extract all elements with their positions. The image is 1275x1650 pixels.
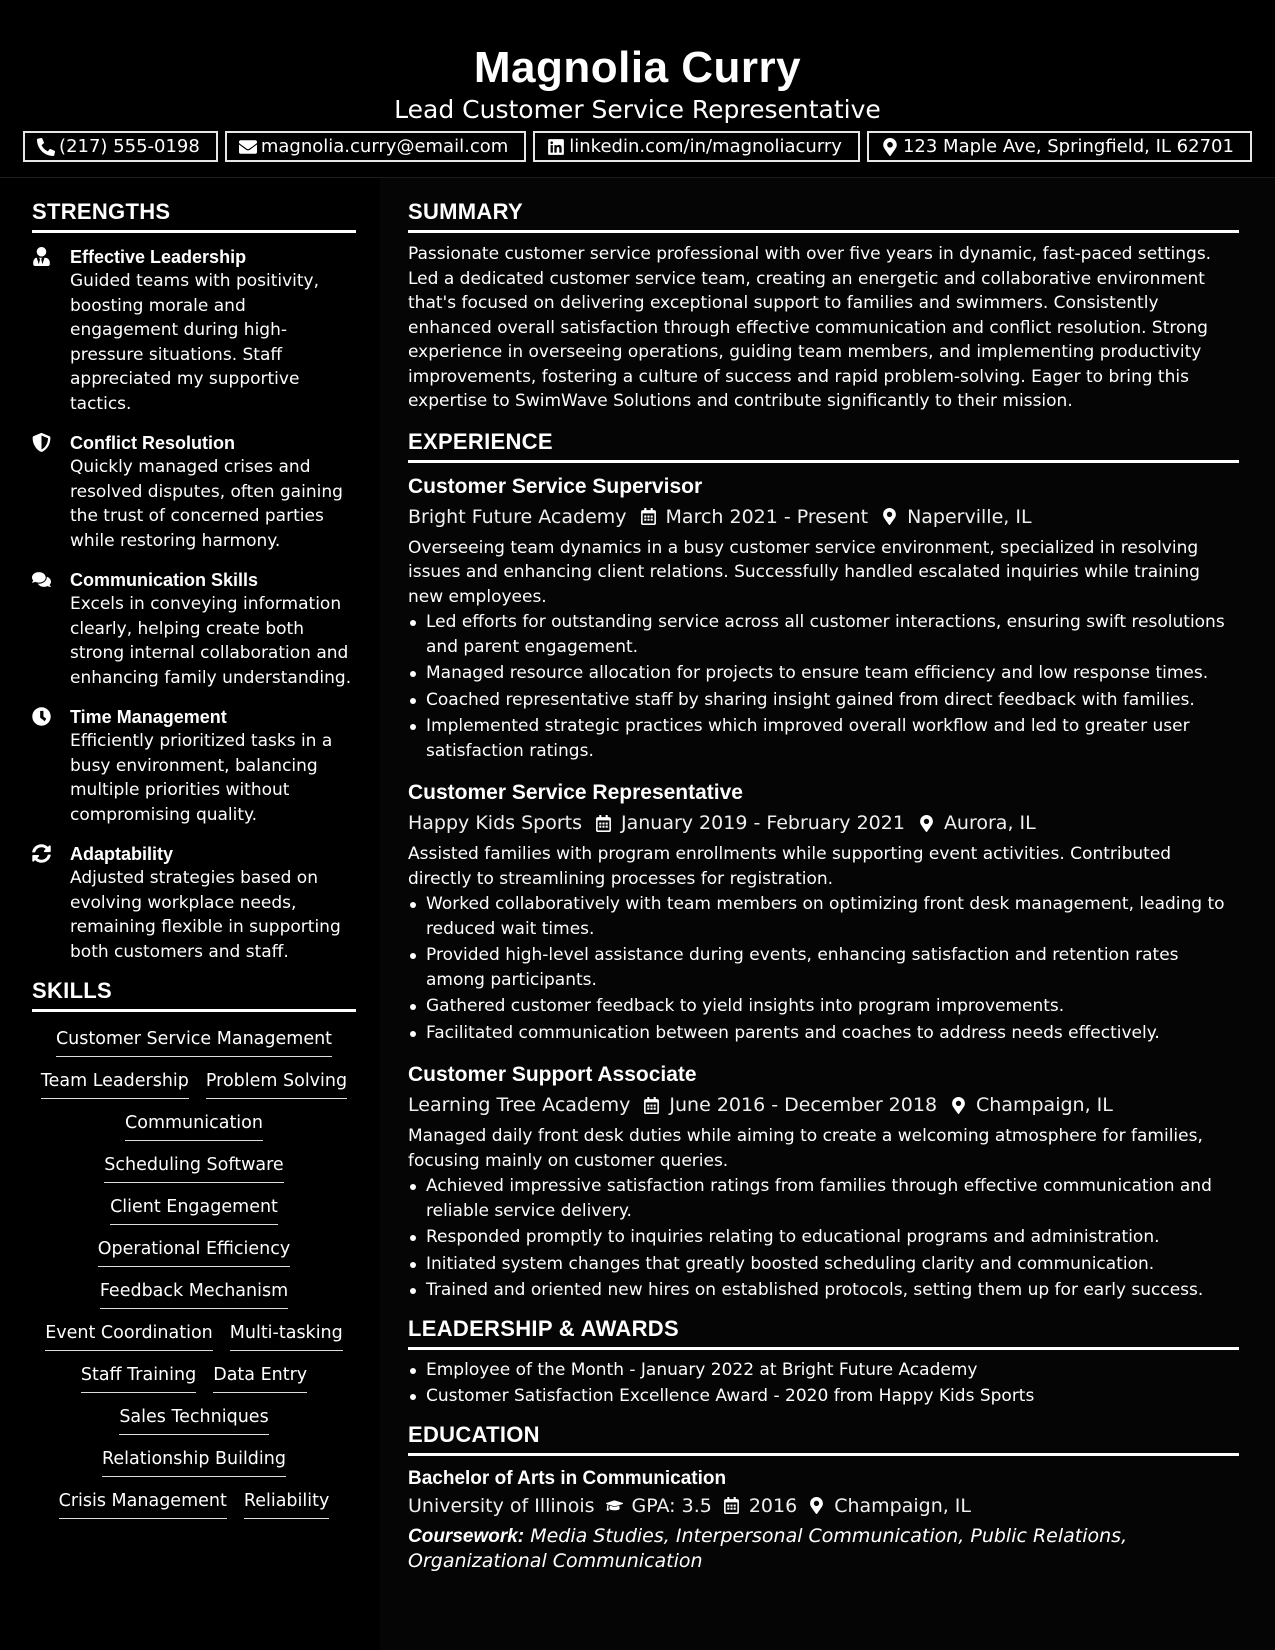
shield-icon — [32, 433, 51, 452]
strength-title: Time Management — [70, 707, 227, 727]
job-location: Aurora, IL — [943, 812, 1036, 834]
bullet-item: Gathered customer feedback to yield insights into program improvements. — [408, 994, 1239, 1019]
calendar-icon — [595, 815, 612, 832]
strength-item — [32, 431, 356, 553]
map-pin-icon — [881, 138, 899, 156]
skills-list — [32, 1028, 356, 1519]
coursework-list: Media Studies, Interpersonal Communication, Public Relations, Organizational Communication — [408, 1524, 1128, 1572]
job-meta — [408, 502, 1239, 532]
summary-section — [408, 200, 1239, 414]
skill-tag: Team Leadership — [41, 1070, 189, 1099]
job-location: Naperville, IL — [907, 505, 1032, 528]
bullet-item: Responded promptly to inquiries relating to educational programs and administration. — [408, 1225, 1239, 1250]
awards-list — [408, 1358, 1239, 1409]
job-title: Customer Service Representative — [408, 781, 743, 804]
job-entry — [408, 779, 1239, 1045]
award-item: Employee of the Month - January 2022 at Bright Future Academy — [408, 1358, 1239, 1383]
coursework — [408, 1524, 1239, 1574]
job-meta — [408, 808, 1239, 838]
bullet-item: Provided high-level assistance during events, enhancing satisfaction and retention rates among participants. — [408, 943, 1239, 992]
map-pin-icon — [881, 508, 898, 525]
job-title: Customer Service Supervisor — [408, 474, 703, 498]
strengths-section — [32, 200, 356, 964]
job-description: Overseeing team dynamics in a busy customer service environment, specialized in resolving issues and enhancing client relations. Successfully handled escalated inquiries while training new employees. — [408, 537, 1200, 607]
map-pin-icon — [918, 815, 935, 832]
skill-tag: Staff Training — [81, 1364, 196, 1393]
job-entry — [408, 473, 1239, 764]
candidate-role: Lead Customer Service Representative — [394, 95, 881, 124]
job-dates: March 2021 - Present — [665, 505, 869, 528]
linkedin-icon — [547, 138, 565, 156]
award-item: Customer Satisfaction Excellence Award - 2020 from Happy Kids Sports — [408, 1384, 1239, 1409]
skill-tag: Operational Efficiency — [98, 1238, 291, 1267]
strengths-heading: STRENGTHS — [32, 200, 356, 233]
school-name: University of Illinois — [408, 1494, 595, 1517]
job-bullets — [408, 610, 1239, 763]
graduation-year: 2016 — [748, 1494, 798, 1517]
strength-desc: Quickly managed crises and resolved disputes, often gaining the trust of concerned parties while restoring harmony. — [70, 457, 343, 551]
contact-email[interactable] — [225, 131, 526, 162]
envelope-icon — [239, 138, 257, 156]
contact-linkedin[interactable] — [533, 131, 860, 162]
job-title: Customer Support Associate — [408, 1063, 697, 1086]
contact-email-text: magnolia.curry@email.com — [260, 136, 509, 157]
job-meta — [408, 1090, 1239, 1120]
awards-section — [408, 1317, 1239, 1409]
bullet-item: Coached representative staff by sharing insight gained from direct feedback with families. — [408, 688, 1239, 713]
gpa: GPA: 3.5 — [631, 1494, 712, 1517]
person-tie-icon — [32, 247, 51, 266]
clock-icon — [32, 707, 51, 726]
job-location: Champaign, IL — [976, 1094, 1113, 1116]
skill-tag: Problem Solving — [206, 1070, 347, 1099]
calendar-icon — [640, 508, 657, 525]
education-location: Champaign, IL — [834, 1494, 972, 1517]
education-heading: EDUCATION — [408, 1423, 1239, 1456]
skill-tag: Reliability — [244, 1490, 330, 1519]
strength-item — [32, 568, 356, 690]
sidebar — [0, 178, 380, 1650]
contact-linkedin-text: linkedin.com/in/magnoliacurry — [569, 136, 842, 157]
strength-title: Conflict Resolution — [70, 433, 235, 453]
refresh-icon — [32, 844, 51, 863]
awards-heading: LEADERSHIP & AWARDS — [408, 1317, 1239, 1350]
chat-bubbles-icon — [32, 570, 51, 589]
strength-item — [32, 705, 356, 827]
strength-item — [32, 842, 356, 964]
strength-desc: Adjusted strategies based on evolving workplace needs, remaining flexible in supporting both customers and staff. — [70, 868, 341, 962]
calendar-icon — [723, 1497, 740, 1514]
skill-tag: Scheduling Software — [104, 1154, 283, 1183]
experience-section — [408, 430, 1239, 1303]
job-company: Happy Kids Sports — [408, 812, 582, 834]
strength-desc: Guided teams with positivity, boosting morale and engagement during high-pressure situations. Staff appreciated my supportive tactics. — [70, 271, 320, 414]
contact-phone[interactable] — [23, 131, 218, 162]
strength-item — [32, 245, 356, 416]
job-company: Learning Tree Academy — [408, 1094, 631, 1116]
bullet-item: Initiated system changes that greatly boosted scheduling clarity and communication. — [408, 1252, 1239, 1277]
contact-bar — [0, 131, 1275, 162]
strength-title: Adaptability — [70, 844, 174, 864]
job-dates: June 2016 - December 2018 — [669, 1094, 938, 1116]
strength-title: Effective Leadership — [70, 247, 247, 267]
skill-tag: Data Entry — [213, 1364, 307, 1393]
strength-desc: Efficiently prioritized tasks in a busy environment, balancing multiple priorities without compromising quality. — [70, 731, 333, 825]
contact-address-text: 123 Maple Ave, Springfield, IL 62701 — [902, 136, 1234, 157]
skills-section — [32, 979, 356, 1519]
skill-tag: Multi-tasking — [230, 1322, 343, 1351]
bullet-item: Led efforts for outstanding service across all customer interactions, ensuring swift resolutions and parent engagement. — [408, 610, 1239, 659]
job-description: Assisted families with program enrollments while supporting event activities. Contributed directly to streamlining processes for registration. — [408, 844, 1172, 889]
bullet-item: Implemented strategic practices which improved overall workflow and led to greater user satisfaction ratings. — [408, 714, 1239, 763]
job-description: Managed daily front desk duties while aiming to create a welcoming atmosphere for families, focusing mainly on customer queries. — [408, 1126, 1203, 1171]
skill-tag: Customer Service Management — [56, 1028, 332, 1057]
summary-text: Passionate customer service professional with over five years in dynamic, fast-paced settings. Led a dedicated customer service team, creating an energetic and collaborative environment that's focused on delivering exceptional support to families and swimmers. Consistently enhanced overall satisfaction through effective communication and conflict resolution. Strong experience in overseeing operations, guiding team members, and implementing productivity improvements, fostering a culture of success and rapid problem-solving. Eager to bring this expertise to SwimWave Solutions and contribute significantly to their mission. — [408, 244, 1212, 411]
candidate-name: Magnolia Curry — [473, 43, 802, 92]
job-bullets — [408, 892, 1239, 1045]
job-dates: January 2019 - February 2021 — [620, 812, 905, 834]
main-content — [380, 178, 1275, 1650]
skill-tag: Feedback Mechanism — [100, 1280, 288, 1309]
skill-tag: Crisis Management — [59, 1490, 227, 1519]
bullet-item: Managed resource allocation for projects to ensure team efficiency and low response times. — [408, 661, 1239, 686]
phone-icon — [37, 138, 55, 156]
map-pin-icon — [950, 1097, 967, 1114]
contact-address[interactable] — [867, 131, 1252, 162]
education-meta — [408, 1492, 1239, 1520]
strength-title: Communication Skills — [70, 570, 259, 590]
bullet-item: Trained and oriented new hires on established protocols, setting them up for early success. — [408, 1278, 1239, 1303]
summary-heading: SUMMARY — [408, 200, 1239, 233]
contact-phone-text: (217) 555-0198 — [59, 136, 200, 157]
bullet-item: Facilitated communication between parents and coaches to address needs effectively. — [408, 1021, 1239, 1046]
skill-tag: Event Coordination — [45, 1322, 213, 1351]
skills-heading: SKILLS — [32, 979, 356, 1012]
map-pin-icon — [808, 1497, 825, 1514]
resume-header — [0, 0, 1275, 178]
graduation-cap-icon — [606, 1497, 623, 1514]
bullet-item: Worked collaboratively with team members on optimizing front desk management, leading to reduced wait times. — [408, 892, 1239, 941]
experience-heading: EXPERIENCE — [408, 430, 1239, 463]
job-bullets — [408, 1174, 1239, 1303]
degree-title: Bachelor of Arts in Communication — [408, 1467, 727, 1489]
job-company: Bright Future Academy — [408, 505, 627, 528]
coursework-label: Coursework: — [408, 1525, 525, 1547]
job-entry — [408, 1061, 1239, 1303]
skill-tag: Client Engagement — [110, 1196, 278, 1225]
calendar-icon — [643, 1097, 660, 1114]
skill-tag: Communication — [125, 1112, 263, 1141]
skill-tag: Sales Techniques — [119, 1406, 268, 1435]
education-section — [408, 1423, 1239, 1574]
skill-tag: Relationship Building — [102, 1448, 286, 1477]
bullet-item: Achieved impressive satisfaction ratings from families through effective communication and reliable service delivery. — [408, 1174, 1239, 1223]
strength-desc: Excels in conveying information clearly, helping create both strong internal collaboration and enhancing family understanding. — [70, 594, 352, 688]
